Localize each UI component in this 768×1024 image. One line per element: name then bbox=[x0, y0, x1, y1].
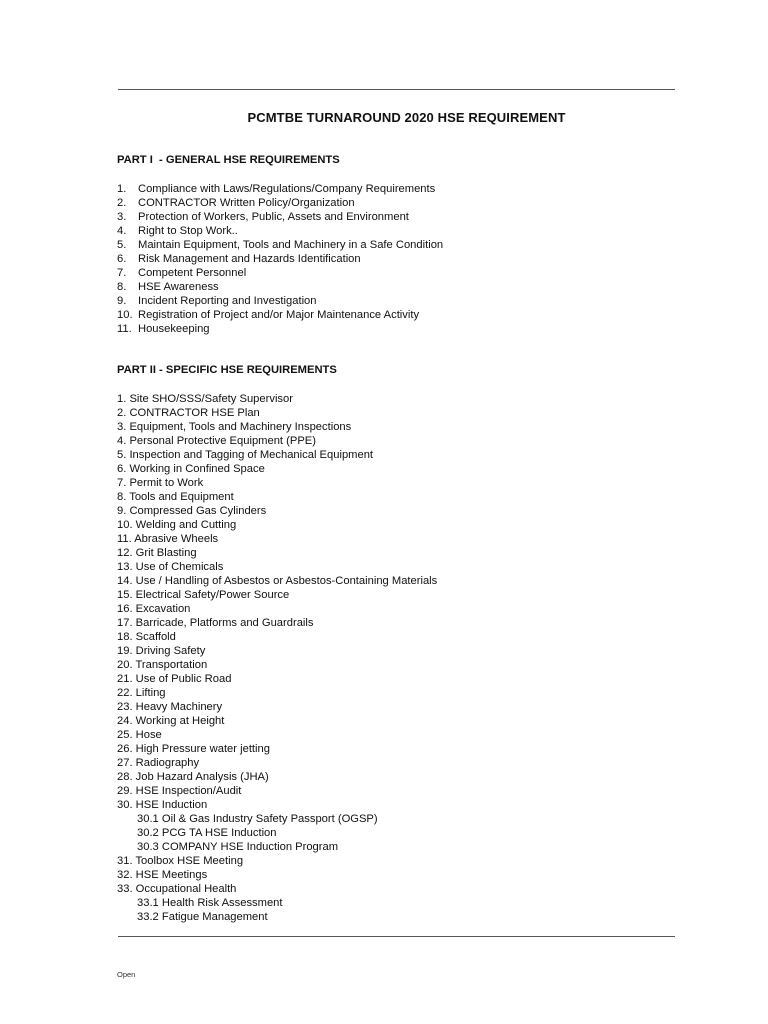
list-item-text: Risk Management and Hazards Identification bbox=[138, 253, 361, 265]
part1-list-item bbox=[117, 280, 443, 294]
part2-list-item: 1. Site SHO/SSS/Safety Supervisor bbox=[117, 393, 293, 405]
part2-sub-item: 30.3 COMPANY HSE Induction Program bbox=[137, 841, 339, 853]
part2-list-item: 24. Working at Height bbox=[117, 715, 225, 727]
part1-list-item bbox=[117, 196, 443, 210]
part1-list-item bbox=[117, 238, 443, 252]
part2-list-item: 29. HSE Inspection/Audit bbox=[117, 785, 242, 797]
list-item-text: HSE Awareness bbox=[138, 281, 219, 293]
classification-label: Open bbox=[117, 970, 136, 979]
list-item-text: Registration of Project and/or Major Maintenance Activity bbox=[138, 309, 420, 321]
part2-list-item: 3. Equipment, Tools and Machinery Inspections bbox=[117, 421, 352, 433]
list-item-number: 11. bbox=[117, 323, 132, 335]
list-item-number: 9. bbox=[117, 295, 127, 307]
part2-sub-item: 30.1 Oil & Gas Industry Safety Passport (OGSP) bbox=[137, 813, 378, 825]
part1-list bbox=[117, 182, 443, 336]
part2-list-item: 8. Tools and Equipment bbox=[117, 491, 234, 503]
list-item-text: Right to Stop Work.. bbox=[138, 225, 238, 237]
part2-sub-item: 30.2 PCG TA HSE Induction bbox=[137, 827, 277, 839]
list-item-number: 2. bbox=[117, 197, 127, 209]
part2-list-item: 18. Scaffold bbox=[117, 631, 176, 643]
document-title: PCMTBE TURNAROUND 2020 HSE REQUIREMENT bbox=[247, 110, 566, 125]
list-item-number: 4. bbox=[117, 225, 127, 237]
part1-list-item bbox=[117, 266, 443, 280]
part1-list-item bbox=[117, 210, 443, 224]
part2-list-item: 2. CONTRACTOR HSE Plan bbox=[117, 407, 260, 419]
part2-list-item: 14. Use / Handling of Asbestos or Asbestos-Containing Materials bbox=[117, 575, 438, 587]
part2-list-item: 6. Working in Confined Space bbox=[117, 463, 265, 475]
part2-list bbox=[117, 392, 437, 924]
part2-list-item: 28. Job Hazard Analysis (JHA) bbox=[117, 771, 269, 783]
part2-list-item: 33. Occupational Health bbox=[117, 883, 237, 895]
list-item-number: 5. bbox=[117, 239, 127, 251]
part1-heading: PART I - GENERAL HSE REQUIREMENTS bbox=[117, 154, 340, 166]
list-item-text: Competent Personnel bbox=[138, 267, 247, 279]
part2-list-item: 27. Radiography bbox=[117, 757, 200, 769]
part1-list-item bbox=[117, 308, 443, 322]
part1-list-item bbox=[117, 294, 443, 308]
part1-list-item bbox=[117, 182, 443, 196]
part2-list-item: 15. Electrical Safety/Power Source bbox=[117, 589, 290, 601]
list-item-number: 6. bbox=[117, 253, 127, 265]
part2-heading: PART II - SPECIFIC HSE REQUIREMENTS bbox=[117, 364, 337, 376]
part2-list-item: 25. Hose bbox=[117, 729, 162, 741]
part2-list-item: 4. Personal Protective Equipment (PPE) bbox=[117, 435, 316, 447]
list-item-number: 3. bbox=[117, 211, 127, 223]
part2-list-item: 17. Barricade, Platforms and Guardrails bbox=[117, 617, 314, 629]
part2-sub-item: 33.2 Fatigue Management bbox=[137, 911, 268, 923]
part1-list-item bbox=[117, 252, 443, 266]
part2-list-item: 19. Driving Safety bbox=[117, 645, 206, 657]
list-item-text: CONTRACTOR Written Policy/Organization bbox=[138, 197, 355, 209]
part2-list-item: 11. Abrasive Wheels bbox=[117, 533, 219, 545]
list-item-text: Housekeeping bbox=[138, 323, 210, 335]
bottom-divider bbox=[118, 936, 675, 937]
part1-list-item bbox=[117, 322, 443, 336]
part2-list-item: 12. Grit Blasting bbox=[117, 547, 197, 559]
part2-list-item: 22. Lifting bbox=[117, 687, 166, 699]
part2-list-item: 31. Toolbox HSE Meeting bbox=[117, 855, 244, 867]
part2-sub-item: 33.1 Health Risk Assessment bbox=[137, 897, 283, 909]
part2-list-item: 7. Permit to Work bbox=[117, 477, 204, 489]
list-item-number: 8. bbox=[117, 281, 127, 293]
part2-list-item: 9. Compressed Gas Cylinders bbox=[117, 505, 267, 517]
list-item-text: Maintain Equipment, Tools and Machinery in a Safe Condition bbox=[138, 239, 444, 251]
part2-list-item: 16. Excavation bbox=[117, 603, 191, 615]
part2-list-item: 21. Use of Public Road bbox=[117, 673, 232, 685]
part2-list-item: 32. HSE Meetings bbox=[117, 869, 208, 881]
list-item-number: 7. bbox=[117, 267, 127, 279]
part2-list-item: 26. High Pressure water jetting bbox=[117, 743, 270, 755]
list-item-number: 1. bbox=[117, 183, 127, 195]
part2-list-item: 30. HSE Induction bbox=[117, 799, 208, 811]
list-item-text: Compliance with Laws/Regulations/Company Requirements bbox=[138, 183, 436, 195]
list-item-number: 10. bbox=[117, 309, 133, 321]
part2-list-item: 23. Heavy Machinery bbox=[117, 701, 223, 713]
list-item-text: Incident Reporting and Investigation bbox=[138, 295, 317, 307]
part2-list-item: 20. Transportation bbox=[117, 659, 208, 671]
top-divider bbox=[118, 89, 675, 90]
part1-list-item bbox=[117, 224, 443, 238]
part2-list-item: 13. Use of Chemicals bbox=[117, 561, 224, 573]
part2-list-item: 5. Inspection and Tagging of Mechanical Equipment bbox=[117, 449, 374, 461]
part2-list-item: 10. Welding and Cutting bbox=[117, 519, 237, 531]
list-item-text: Protection of Workers, Public, Assets and Environment bbox=[138, 211, 409, 223]
